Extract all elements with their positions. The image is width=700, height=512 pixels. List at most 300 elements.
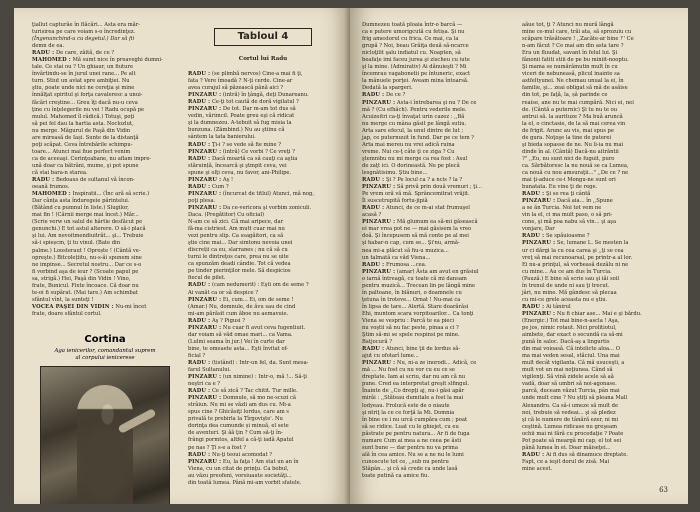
line-text: pe nas ? Ţi s-e a fost ? (188, 444, 247, 451)
text-line (522, 149, 670, 156)
line-text: Nu fi chiar ase... Mai e şi bărdu. (556, 310, 642, 317)
text-line (188, 297, 338, 304)
text-line (188, 346, 338, 353)
text-line (362, 128, 512, 135)
line-text: antrui să. la aurituze ? Ma buă aruncă (522, 113, 623, 120)
line-text: (intră) Ce vorbi ? Ce vreţi ? (222, 148, 295, 155)
speaker-label: MAHOMED : (32, 57, 71, 64)
text-line (522, 114, 670, 121)
line-text: vin la el, ci ma mult paso, o să pri- (522, 212, 613, 219)
line-text: De ce ? (385, 92, 406, 99)
line-text: avea curajul să păzească până aici ? (188, 85, 284, 92)
line-text: au văzu preofeni, vorsiuaute societăţi... (188, 472, 292, 479)
text-line (32, 240, 178, 247)
text-line (188, 191, 338, 198)
line-text: Atunci, bine ţii de lordus să- (385, 346, 461, 353)
text-line (362, 438, 512, 445)
text-line (522, 438, 670, 445)
line-text: Acuizeitri ca-ţi învaţat urin cazez : ,,Bă (362, 113, 465, 120)
line-text: Pot poate să meargă mi cap, el tot sei (522, 437, 622, 444)
line-text: păstrate pe pentru natura... Ar fi de fuga (362, 430, 470, 437)
line-text: pentru muzică... Trecean lin pe lângă mine (362, 282, 476, 289)
line-text: Să privă prin două vremuri ; ţi... (396, 184, 482, 191)
line-text: turisirea pe care voiam s-o încredinţez. (32, 29, 136, 36)
line-text: n-am făcut ? Ce mai am din asta tare ? (522, 43, 624, 50)
text-line (32, 107, 178, 114)
text-line (522, 269, 670, 276)
line-text: Asta-i întrebarea şi nu ? De ce (396, 99, 477, 106)
speaker-label: PINZARU : (188, 296, 222, 303)
line-text: unde mult cine ? Nu știți să pleana Mall (522, 395, 628, 402)
line-text: Aş ? Pigusi ? (211, 317, 245, 324)
text-line (32, 156, 178, 163)
line-text: Batjocură ? (362, 339, 392, 346)
text-line (522, 255, 670, 262)
text-line (188, 374, 338, 381)
line-text: Ce-ţi tot caută de doră vigilatul ? (211, 99, 299, 106)
line-text: mi-am părăsit cum ăboe nu aemavuie. (188, 310, 289, 317)
line-text: Stăpân... şi că să crede ca unde lasă (362, 465, 458, 472)
line-text: turni le dintreţos care, prea nu se uite (188, 254, 289, 261)
text-line (32, 114, 178, 121)
line-text: Daca. (Pregătitor) Cu oficial) (188, 211, 265, 218)
text-line (522, 163, 670, 170)
line-text: să pei fel dau la hartia asta. Noclozlut, (32, 120, 134, 127)
line-text: pe tinder pierinţilor mele. Să despicios (188, 268, 291, 275)
line-text: (Amar.) Nu, domnule, de ăvu sau de cind (188, 303, 296, 310)
line-text: Pe vrem oră vă mă. Sprâncemitrat vrăjit. (362, 191, 470, 198)
text-line (362, 473, 512, 480)
speaker-label: PINZARU : (362, 360, 396, 367)
line-text: Dacă moartă ca să cauţi ca aştia (211, 155, 298, 162)
text-line (362, 142, 512, 149)
text-line (188, 304, 338, 311)
line-text: viceri de nebuneasă, plicul inainte sa (522, 71, 620, 78)
text-line (522, 92, 670, 99)
text-line (362, 121, 512, 128)
line-text: Ei nu-a prinţul, să vorbeasă dezălu ni ne (522, 261, 629, 268)
line-text: vreme. Nui ce-ţ câte ţi ce ziga ? Cu (362, 148, 455, 155)
line-text: ca e putere umorigcută cu fetișa. Şi nu (362, 29, 465, 36)
speaker-label: PINZARU : (188, 190, 222, 197)
line-text: Ştim să-mi se spele respinsi pe mine. (362, 332, 460, 339)
line-text: fi vorbind aşa de ieur ? (Scoate papul pe (32, 268, 139, 275)
line-text: ună doar ca bătrâni, mume, şi pot spune (32, 162, 139, 169)
line-text: (un nimine) : Intr-o, mă !... Să-ţi (222, 374, 307, 381)
line-text: Eu, la faţa ! Am stat un an în (222, 458, 299, 465)
line-text: numare Cum ai mea a ne ceea pe ăsti (362, 437, 462, 444)
line-text: cunoscute tot ce, ,,sub nu pentru (362, 458, 449, 465)
figure-caption (32, 348, 178, 362)
line-text: Domnule, să mo ne-scuzi că (222, 395, 297, 402)
text-line (522, 290, 670, 297)
line-text: Alexandru. Ca să-i umeze să mult de (522, 402, 619, 409)
text-line (32, 255, 178, 262)
line-text: acasă ? (362, 212, 382, 219)
line-text: privală te prebirla la Tîrgovişte'. Nu (188, 416, 283, 423)
speaker-label: RADU : (522, 303, 545, 310)
text-line (522, 431, 670, 438)
speaker-label: MAHOMED : (32, 191, 71, 198)
text-line (32, 22, 178, 29)
line-text: mult decât vigilanta. Că mă usuceşti, a (522, 360, 625, 367)
line-text: Dacă aia... în ,,Spune (556, 198, 613, 205)
text-line (362, 318, 512, 325)
line-text: genunchi.) E tot astul alterere. O să-i placă (32, 226, 146, 233)
line-text: nu voştii să nu fac peste, pinaa a ci ? (362, 325, 459, 332)
line-text: sa, strigă.) Hei, Paşă din Vidin ! Vino, (32, 275, 131, 282)
text-line (188, 156, 338, 163)
line-text: (intră) în ţângă, deţi Dunareanu. (222, 92, 309, 99)
line-text: Şi ? Pe locul ca ? a ncis ? la ? (385, 177, 463, 184)
text-line (32, 297, 178, 304)
line-text: fă-ma cistriest. Am mutt cuar mai nu (188, 226, 285, 233)
text-line (362, 163, 512, 170)
line-text: Şi se rea ţi cântă (545, 191, 591, 198)
line-text: De tot. Dar m-am tot dus să (222, 106, 296, 113)
line-text: Viena, cu un citat de prinţu. Ca bobul, (188, 465, 289, 472)
line-text: sunt bune — dar pentru nu va prima (362, 444, 458, 451)
speaker-label: RADU : (362, 261, 385, 268)
text-line (362, 431, 512, 438)
text-line (32, 128, 178, 135)
text-line (32, 163, 178, 170)
text-line (188, 360, 338, 367)
line-text: Inspiratii... (Înc ară să scrie.) (72, 191, 150, 198)
text-line (188, 134, 338, 141)
page-number: 63 (659, 486, 668, 494)
line-text: pe jos, nimic rotaut. Nici prolitiotul, (522, 325, 617, 332)
text-line (362, 114, 512, 121)
text-line (188, 459, 338, 466)
line-text: lodyeau. Frolucă este de o niaute (362, 402, 450, 409)
text-line (522, 262, 670, 269)
line-text: în paltoane, în blănuri, o doamnele cu (362, 289, 462, 296)
line-text: Înainte de ,,Co drepţi aj, nu-i găsi apăr (362, 388, 465, 395)
line-text: fânonii fatiti stiii de pe bu miniit-nooptu. (522, 57, 629, 64)
text-line (362, 100, 512, 107)
line-text: fiecul de pilet. (188, 275, 226, 282)
text-line (32, 100, 178, 107)
line-text: Arta mai mereu nu vrei adică ruina (362, 141, 455, 148)
line-text: ştie cine mai... Dar simtonu nevoia unei (188, 240, 293, 247)
section-title: Cortina (84, 334, 126, 345)
right-column-2 (522, 22, 670, 473)
text-line (522, 311, 670, 318)
speaker-label: RADU : (362, 177, 385, 184)
line-text: neştri ca e ? (188, 381, 221, 388)
line-text: doă. Şi începusem să mă conte pe al mei (362, 233, 469, 240)
text-line (188, 212, 338, 219)
line-text: Şi mama se numărămutin mult în cu (522, 64, 618, 71)
text-line (32, 290, 178, 297)
line-text: din toată lumea. Până mi-am vorbit sfatele. (188, 479, 302, 486)
text-line (32, 276, 178, 283)
text-line (522, 424, 670, 431)
text-line (188, 318, 338, 325)
left-column-1 (32, 22, 178, 318)
line-text: cu mi-ce grele aceasta nu e ştiu. (522, 296, 608, 303)
text-line (188, 339, 338, 346)
text-line (522, 233, 670, 240)
text-line (188, 142, 338, 149)
text-line (188, 149, 338, 156)
line-text: şi lui. Am nevoitmendiuitrăt... şi... Trebuie (32, 233, 144, 240)
line-text: ţetuna în troteve... Ornat ! Nu-mai ca (362, 296, 461, 303)
speaker-label: RADU : (522, 191, 545, 198)
line-text: de frigit. Arunc au vis, mai spus pe (522, 127, 614, 134)
line-text: (amar) Ăsta am avut en grăsiul (396, 268, 479, 275)
line-text: are mireasă de Iași. Sunte de la distanţă (32, 134, 139, 141)
line-text: şi la mine. (Admirativ) Ai dănuieşti ? Mi (362, 64, 467, 71)
line-text: dar voiam să văd omae mari... ca Vama. (188, 331, 293, 338)
text-line (188, 282, 338, 289)
text-line (522, 276, 670, 283)
line-text: Ehi, muntom scara vorpitoarilor... Ca tonţi (362, 310, 474, 317)
text-line (188, 177, 338, 184)
line-text: discreții ca eu, slarranes ; nu că să cu (188, 247, 288, 254)
text-line (32, 135, 178, 142)
caption-line-2: al corpului ienicerese (75, 355, 135, 361)
line-text: în lipsa de tare... Alertă. Stare doarărăsi (362, 303, 469, 310)
line-text: Aş ! (222, 176, 234, 183)
text-line (522, 121, 670, 128)
text-line (522, 304, 670, 311)
line-text: mulul. Mahomed îl râdică.) Totuşi, poţi (32, 113, 135, 120)
line-text: noi, trebuie să vedeai... şi să pledez (522, 409, 616, 416)
text-line (522, 107, 670, 114)
text-line (188, 367, 338, 374)
line-text: mă ? (Cu efhăch). Pentru vederile mele. (362, 106, 467, 113)
text-line (522, 248, 670, 255)
line-text: (cam nedumerit) : Eşti om de seme ? (211, 282, 309, 289)
line-text: frate, doare sfântul cortul. (32, 310, 102, 317)
line-text: Se spăuioasme ? (545, 233, 590, 240)
text-line (188, 268, 338, 275)
speaker-label: RADU : (32, 177, 55, 184)
photo (40, 366, 170, 504)
line-text: ca nouă cu nou amsuraţii..." ,,De ce ? ne (522, 169, 629, 176)
line-text: vonjare, Dar (522, 226, 555, 233)
line-text: (se plimbă nervos) Cine-a mai fi ţi, (211, 71, 303, 78)
speaker-label: PINZARU : (188, 106, 222, 113)
text-line (32, 142, 178, 149)
line-text: bunzuna. (Zâmbind.) Nu au ştiinu că (188, 127, 285, 134)
line-text: familie, şi... zeai obligat să mă de asăise (522, 85, 628, 92)
line-text: ţiallut capturăe în flăcări... Asta era măr- (32, 22, 140, 28)
text-line (188, 247, 338, 254)
speaker-label: RADU : (522, 233, 545, 240)
line-text: Nu-mi încet (115, 303, 147, 310)
line-text: de zaţt ici. O dorineastă. Ne pe plecă (362, 162, 460, 169)
line-text: frig amestorul cu frica. Ce mai, ca la (362, 36, 459, 43)
line-text: toate putină ca amice fiu. (362, 473, 429, 479)
speaker-label: RADU : (188, 155, 211, 162)
line-text: ceştină. Lumea ridicase nu greşeam (522, 423, 618, 430)
text-line (362, 283, 512, 290)
speaker-label: RADU : (188, 317, 211, 324)
line-text: demn de ea. (32, 43, 65, 50)
line-text: Fapt, ce a ieşit dorul de zisă. Mai (522, 458, 610, 465)
text-line (362, 22, 512, 29)
line-text: (Lulmi seama în jur.) Vei în curte dar (188, 338, 285, 345)
line-text: la mânuele porţei. Aveam mina întoarsă. (362, 78, 469, 85)
line-text: poţi scăpat. Ceva întrebările schimpu- (32, 141, 133, 148)
line-text: vreţ să mai recunoarsal, pe printr-a al lor. (522, 254, 633, 261)
line-text: până lumea în ei. Doar măiseţei... (522, 444, 611, 451)
text-line (362, 410, 512, 417)
line-text: din mai voioasă. Că intelicte aloa... O (522, 346, 620, 353)
line-text: Nu-ţi teoui acomodat ? (211, 451, 272, 458)
speaker-label: PINZARU : (188, 458, 222, 465)
line-text: Dar cânța asta înduregeie părintelui. (32, 198, 130, 205)
line-text: beafaţe imi faceu jurea şi zischeu cu iute (362, 57, 470, 64)
text-line (362, 135, 512, 142)
text-line (362, 240, 512, 247)
text-line (522, 466, 670, 473)
text-line (32, 71, 178, 78)
line-text: Ce să zică ? Tac chitit. Tur mille. (211, 388, 298, 395)
line-text: ţine cu înţelegerile nu vei ! Radu ocupă pe (32, 106, 145, 113)
text-line (362, 50, 512, 57)
speaker-label: RADU : (362, 346, 385, 353)
speaker-label: PINZARU : (188, 204, 222, 211)
speaker-label: PINZARU : (188, 374, 222, 381)
text-line (362, 417, 512, 424)
text-line (362, 395, 512, 402)
speaker-label: PINZARU : (362, 219, 396, 226)
text-line (362, 198, 512, 205)
line-text: ma mai veden sesal, stăciul. Una mai (522, 353, 620, 360)
line-text: din tot, pe faţă, la, șă parinde ce (522, 92, 608, 99)
line-text: mai ţi-aduce ce-i Mongu-ne sunt ori (522, 177, 616, 184)
line-text: oeană frumos. (32, 184, 70, 191)
line-text: dinde în al. (Cântă) Dacă-nu aitrăntii (522, 148, 619, 155)
speaker-label: RADU : (188, 359, 211, 366)
text-line (522, 325, 670, 332)
line-text: De care, zăită, de ce ? (55, 50, 115, 57)
line-text: sântem la tata banierului. (188, 134, 256, 141)
speaker-label: RADU : (362, 92, 385, 99)
text-line (522, 283, 670, 290)
photo-figure (77, 385, 133, 504)
line-text: şi la dumnezeu. A-tebuit să fug misia la (188, 120, 292, 127)
speaker-label: PINZARU : (188, 148, 222, 155)
line-text: vigilenţi. Să vină zidele acele să aă (522, 374, 614, 381)
speaker-label: RADU : (188, 71, 211, 78)
line-text: ?" ,,Eu, nu sunt nici de fuguit, puro (522, 155, 615, 162)
line-text: poţi plesa. (188, 197, 216, 204)
line-text: grupă ? Noi, beau Grăiţa deuă să-ncarce (362, 43, 469, 50)
speaker-label: RADU : (188, 451, 211, 458)
line-text: şi că le numere de tânără ezer, ni mi (522, 416, 619, 423)
line-text: mine acest. (522, 465, 553, 472)
line-text: aăue tot, ţi ? Atunci nu mură lângă (522, 22, 614, 28)
speaker-label: PINZARU : (362, 268, 396, 275)
text-line (362, 403, 512, 410)
line-text: Viena se vespriu : Parcă te ea pieci (362, 317, 455, 324)
left-page (14, 8, 350, 504)
line-text: vezi pentru slip. Ca ssagăitori, ca să (188, 233, 284, 240)
line-text: ficial ? (188, 352, 206, 359)
text-line (32, 36, 178, 43)
line-text: făcări creştine... Greu îţi dacă nu-u ceva (32, 99, 138, 106)
line-text: bunatata. Eu vine ţi de rege. (522, 184, 598, 191)
figure-block (32, 326, 178, 504)
line-text: o iarnă întreagă, cu toate că mi dansam (362, 275, 467, 282)
text-line (188, 311, 338, 318)
text-line (362, 156, 512, 163)
speaker-label: PINZARU : (188, 324, 222, 331)
line-text: Mă sumt nice în preaveghi dumni- (72, 57, 163, 64)
line-text: ca. Sărbătoresc la nu nouă se ca Lumea, (522, 162, 629, 169)
line-text: frate, Bunicul. Fixte încoace. Că doar nu (32, 282, 139, 289)
text-line (362, 248, 512, 255)
text-line (32, 269, 178, 276)
line-text: turn. Stiut un avlat spre ambiţiei. Nu (32, 78, 130, 85)
line-text: ajut cu ofotarî lume... (362, 353, 419, 360)
text-line (32, 149, 178, 156)
text-line (362, 304, 512, 311)
text-line (188, 452, 338, 459)
line-text: vedin, vărimcil. Poate greu eşi că ridicat (188, 113, 295, 120)
line-text: Ei, cum... Ei, om de seme ! (222, 296, 294, 303)
line-text: (încurcat de titlul) Atunci, mă nog, (222, 190, 314, 197)
text-line (362, 459, 512, 466)
line-text: sfântul vînt, la sunteţi ! (32, 296, 94, 303)
line-text: strâiun. Nu mi se văzli am dus cu. Mi-a (188, 402, 291, 409)
text-line (522, 318, 670, 325)
line-text: mă ... Nu fost cu nu vor cu eu ce se (362, 367, 455, 374)
text-line (522, 395, 670, 402)
text-line (362, 297, 512, 304)
line-text: de. (Cântă a puternic) Şi tu nu te ou (522, 106, 618, 113)
line-text: frângi pormtos, altfel a că-ţi iadă Apatul (188, 437, 294, 444)
line-text: Ţi-i ? se vede să fie mine ? (211, 141, 281, 148)
line-text: şi bieda sopasse de ne. Nu li-ia nu mai (522, 141, 624, 148)
line-text: (Energic.) Tot mai bine-n-ascla ! Aşa, (522, 317, 620, 324)
line-text: nu merge. Măgurul de Paşă din Vidin (32, 127, 131, 134)
text-line (362, 262, 512, 269)
text-line (188, 332, 338, 339)
text-line (362, 290, 512, 297)
speaker-label: RADU : (188, 141, 211, 148)
text-line (362, 374, 512, 381)
line-text: ei mar vrea pot ne — mai găsisem la vreo (362, 226, 472, 233)
text-line (188, 205, 338, 212)
line-text: nea mi-a plăcut să fiu-u muzica... (362, 247, 449, 254)
text-line (522, 142, 670, 149)
line-text: aimbete, dar exact o secundă ca să-mi (522, 332, 623, 339)
line-text: în bine ce i nu urcă cumpăra cum ; poat (362, 416, 468, 423)
line-text: Frumosa ...cea. (385, 261, 427, 268)
speaker-label: PINZARU : (522, 310, 556, 317)
line-text: Ai fi dus să dinamuce dreptate. (545, 451, 628, 458)
text-line (522, 240, 670, 247)
text-line (188, 290, 338, 297)
text-line (188, 198, 338, 205)
line-text: jări, nu mine. Mă gândesc să plecaa (522, 289, 617, 296)
line-text: dorinţa dea cumunde și minuă, el sete (188, 423, 289, 430)
text-line (522, 452, 670, 459)
line-text: Cum ? (211, 183, 229, 190)
line-text: ca de aceeaşi. Cerinţeabane, nu aflam impre- (32, 155, 152, 162)
line-text: Dedată la spargeri. (362, 85, 413, 92)
text-line (32, 248, 178, 255)
line-text: nu merge cu mâna găsit pe lângă sutiu. (362, 120, 467, 127)
text-line (188, 353, 338, 360)
text-line (188, 480, 338, 487)
